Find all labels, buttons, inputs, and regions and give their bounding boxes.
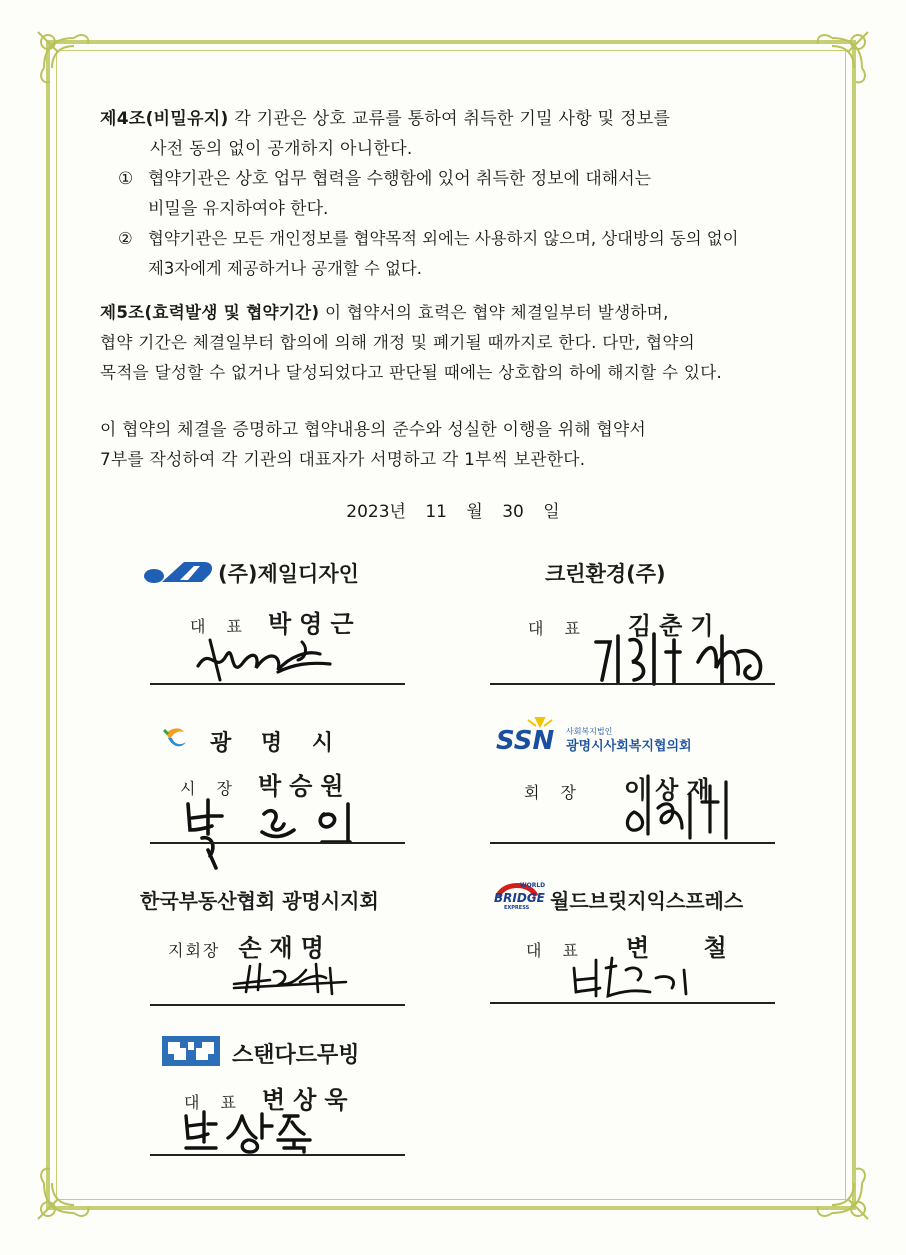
signature-park-yeonggeun	[190, 628, 360, 688]
signature-lee-sangjae	[618, 772, 748, 846]
signature-kim-chungi	[588, 622, 778, 692]
corner-ornament-icon	[34, 1143, 114, 1223]
article-4-text-line2: 사전 동의 없이 공개하지 아니한다.	[150, 139, 413, 159]
signature-byeon-cheol	[566, 950, 706, 1006]
org-name: 스탠다드무빙	[232, 1043, 360, 1068]
ssn-logo-subtext: 사회복지법인	[566, 727, 613, 736]
org-name: 월드브릿지익스프레스	[550, 889, 744, 913]
org-name: 크린환경(주)	[545, 562, 666, 586]
signature-byeon-sanguk	[180, 1108, 330, 1154]
role-label: 대 표	[528, 619, 588, 638]
signature-son-jaemyeong	[230, 958, 350, 998]
item-number: ①	[118, 169, 134, 189]
role-label: 대 표	[184, 1093, 244, 1112]
signature-line	[150, 842, 405, 844]
signature-line	[150, 683, 405, 685]
role-label: 회 장	[524, 783, 584, 802]
item-text-line2: 제3자에게 제공하거나 공개할 수 없다.	[148, 259, 422, 278]
representative-name: 김춘기	[628, 611, 722, 640]
corner-ornament-icon	[34, 28, 114, 108]
role-label: 대 표	[526, 941, 586, 960]
role-label: 대 표	[190, 617, 250, 636]
org-name: 한국부동산협회 광명시지회	[140, 889, 379, 913]
org-name: (주)제일디자인	[218, 562, 359, 586]
item-text-line1: 협약기관은 모든 개인정보를 협약목적 외에는 사용하지 않으며, 상대방의 동의 없이	[148, 229, 739, 248]
article-5-text-line1: 이 협약서의 효력은 협약 체결일부터 발생하며,	[324, 303, 669, 322]
item-number: ②	[118, 229, 133, 248]
article-4	[100, 104, 790, 164]
closing-line2: 7부를 작성하여 각 기관의 대표자가 서명하고 각 1부씩 보관한다.	[100, 449, 586, 469]
signature-line	[490, 1002, 775, 1004]
article-5-text-line2: 협약 기간은 체결일부터 합의에 의해 개정 및 폐기될 때까지로 한다. 다만, 협약의	[100, 333, 696, 352]
org-name: 광명시사회복지협의회	[566, 739, 692, 754]
signature-line	[490, 842, 775, 844]
standard-moving-logo-icon	[162, 1036, 220, 1066]
jeil-design-logo-icon	[142, 558, 214, 586]
corner-ornament-icon	[792, 28, 872, 108]
gwangmyeong-city-logo-icon	[162, 724, 188, 752]
item-text-line1: 협약기관은 상호 업무 협력을 수행함에 있어 취득한 정보에 대해서는	[148, 169, 652, 189]
article-4-item-2	[118, 224, 788, 284]
signature-park-seungwon	[182, 790, 382, 872]
closing-line1: 이 협약의 체결을 증명하고 협약내용의 준수와 성실한 이행을 위해 협약서	[100, 419, 647, 439]
signature-line	[150, 1004, 405, 1006]
article-4-item-1	[118, 164, 788, 224]
article-5-title: 제5조(효력발생 및 협약기간)	[100, 303, 320, 322]
item-text-line2: 비밀을 유지하여야 한다.	[148, 199, 329, 219]
representative-name: 박승원	[258, 771, 352, 800]
representative-name: 변상욱	[262, 1085, 356, 1114]
article-5-text-line3: 목적을 달성할 수 없거나 달성되었다고 판단될 때에는 상호합의 하에 해지할 수 있다.	[100, 363, 723, 382]
representative-name: 이상재	[624, 775, 718, 804]
agreement-date: 2023년 11 월 30 일	[346, 502, 560, 522]
world-bridge-logo-text-world: WORLD	[520, 882, 546, 889]
representative-name: 변 철	[626, 933, 735, 962]
role-label: 시 장	[180, 779, 240, 798]
signature-line	[150, 1154, 405, 1156]
world-bridge-logo-text-express: EXPRESS	[504, 905, 530, 911]
ssn-logo-text: SSN	[496, 726, 555, 756]
article-4-text-line1: 각 기관은 상호 교류를 통하여 취득한 기밀 사항 및 정보를	[234, 109, 671, 129]
article-5	[100, 298, 790, 388]
representative-name: 박영근	[268, 609, 362, 638]
world-bridge-logo-text-bridge: BRIDGE	[494, 891, 545, 905]
closing-paragraph	[100, 414, 790, 474]
signature-line	[490, 683, 775, 685]
org-name: 광 명 시	[210, 731, 334, 756]
representative-name: 손재명	[238, 933, 332, 962]
role-label: 지회장	[168, 941, 221, 960]
article-4-title: 제4조(비밀유지)	[100, 109, 229, 129]
corner-ornament-icon	[792, 1143, 872, 1223]
